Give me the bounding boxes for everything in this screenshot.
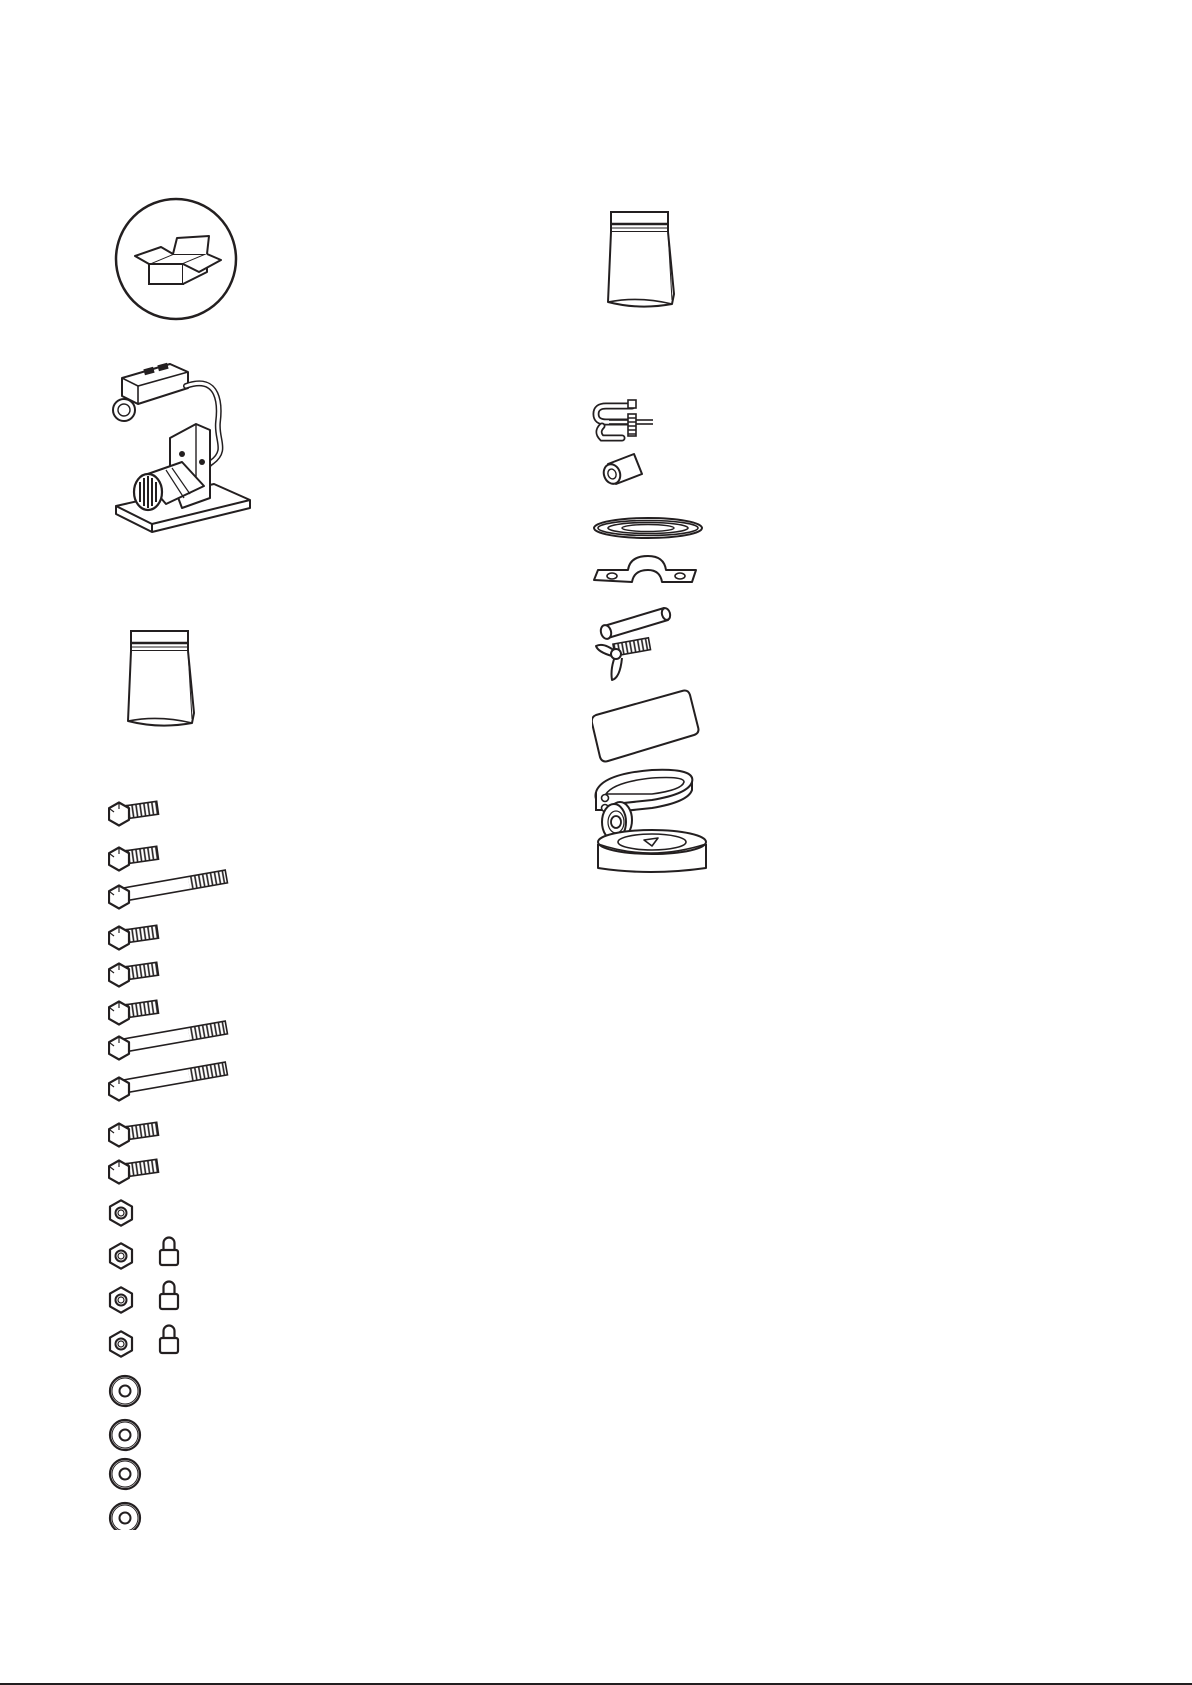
long-bolt-icon (109, 1062, 227, 1100)
hex-nut-and-lock-washer-icon (110, 1282, 178, 1313)
small-parts-list (592, 392, 722, 882)
hook-bolt-icon (596, 400, 653, 438)
flat-washer-icon (110, 1459, 140, 1489)
pump-motor-icon (110, 358, 270, 538)
hex-nut-icon (110, 1200, 132, 1225)
wing-screw-icon (596, 638, 650, 680)
hardware-bag-icon (606, 210, 678, 314)
short-bolt-icon (109, 846, 159, 870)
flat-washer-icon (110, 1376, 140, 1406)
hex-nut-and-lock-washer-icon (110, 1238, 178, 1269)
pipe-clamp-icon (594, 556, 696, 582)
fastener-list (108, 790, 248, 1530)
pin-icon (599, 607, 671, 640)
short-bolt-icon (109, 1000, 159, 1024)
short-bolt-icon (109, 1122, 159, 1146)
sleeve-icon (601, 454, 642, 486)
short-bolt-icon (109, 962, 159, 986)
hardware-bag-icon (126, 629, 198, 733)
long-bolt-icon (109, 1021, 227, 1059)
coiled-cable-icon (594, 518, 702, 538)
flat-washer-icon (110, 1503, 140, 1530)
short-bolt-icon (109, 801, 159, 825)
long-bolt-icon (109, 870, 227, 908)
hex-nut-and-lock-washer-icon (110, 1326, 178, 1357)
short-bolt-icon (109, 1159, 159, 1183)
tape-roll-icon (594, 828, 712, 876)
box-icon (113, 196, 239, 322)
pad-icon (592, 691, 699, 762)
flat-washer-icon (110, 1420, 140, 1450)
short-bolt-icon (109, 925, 159, 949)
